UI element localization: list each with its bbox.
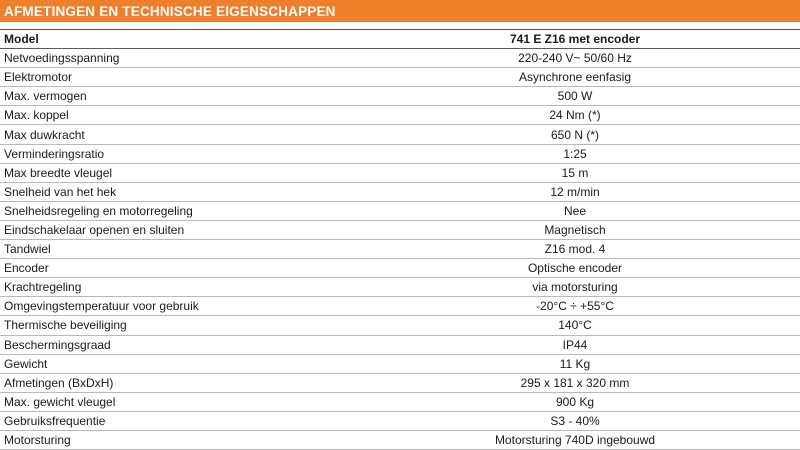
- spec-value: 24 Nm (*): [350, 106, 800, 125]
- spec-label: Snelheid van het hek: [0, 182, 350, 201]
- table-row: [0, 201, 800, 220]
- spec-label: Beschermingsgraad: [0, 335, 350, 354]
- spec-value: Motorsturing 740D ingebouwd: [350, 430, 800, 449]
- spec-value: via motorsturing: [350, 278, 800, 297]
- table-row: [0, 182, 800, 201]
- table-row: [0, 144, 800, 163]
- spec-label: Gewicht: [0, 354, 350, 373]
- spec-value: Asynchrone eenfasig: [350, 68, 800, 87]
- spec-value: 11 Kg: [350, 354, 800, 373]
- spec-label: Afmetingen (BxDxH): [0, 373, 350, 392]
- table-row: [0, 335, 800, 354]
- specs-table-body: [0, 49, 800, 450]
- spec-value: S3 - 40%: [350, 411, 800, 430]
- table-row: [0, 87, 800, 106]
- spec-label: Eindschakelaar openen en sluiten: [0, 220, 350, 239]
- specs-table: [0, 29, 800, 450]
- spec-label: Omgevingstemperatuur voor gebruik: [0, 297, 350, 316]
- spec-label: Max. vermogen: [0, 87, 350, 106]
- spec-value: 295 x 181 x 320 mm: [350, 373, 800, 392]
- section-banner: [0, 0, 800, 22]
- table-row: [0, 354, 800, 373]
- spec-label: Max duwkracht: [0, 125, 350, 144]
- spec-value: 1:25: [350, 144, 800, 163]
- table-row: [0, 106, 800, 125]
- spec-value: 900 Kg: [350, 392, 800, 411]
- header-label: Model: [0, 30, 350, 49]
- spec-value: Optische encoder: [350, 259, 800, 278]
- spec-label: Verminderingsratio: [0, 144, 350, 163]
- spec-label: Motorsturing: [0, 430, 350, 449]
- table-row: [0, 125, 800, 144]
- spec-label: Max. koppel: [0, 106, 350, 125]
- table-row: [0, 297, 800, 316]
- spec-value: Magnetisch: [350, 220, 800, 239]
- spec-value: 500 W: [350, 87, 800, 106]
- spec-label: Netvoedingsspanning: [0, 49, 350, 68]
- spec-value: -20°C ÷ +55°C: [350, 297, 800, 316]
- spec-label: Gebruiksfrequentie: [0, 411, 350, 430]
- table-row: [0, 220, 800, 239]
- spec-value: 15 m: [350, 163, 800, 182]
- spec-label: Elektromotor: [0, 68, 350, 87]
- table-row: [0, 392, 800, 411]
- header-value: 741 E Z16 met encoder: [350, 30, 800, 49]
- spec-label: Max breedte vleugel: [0, 163, 350, 182]
- table-row: [0, 373, 800, 392]
- spec-value: IP44: [350, 335, 800, 354]
- spec-value: 220-240 V~ 50/60 Hz: [350, 49, 800, 68]
- spec-value: 650 N (*): [350, 125, 800, 144]
- spec-value: Z16 mod. 4: [350, 240, 800, 259]
- spec-label: Snelheidsregeling en motorregeling: [0, 201, 350, 220]
- table-header-row: [0, 30, 800, 49]
- spec-label: Encoder: [0, 259, 350, 278]
- spec-value: 140°C: [350, 316, 800, 335]
- table-row: [0, 430, 800, 449]
- table-row: [0, 259, 800, 278]
- section-title: AFMETINGEN EN TECHNISCHE EIGENSCHAPPEN: [4, 3, 336, 19]
- spec-label: Thermische beveiliging: [0, 316, 350, 335]
- table-row: [0, 240, 800, 259]
- table-row: [0, 49, 800, 68]
- spec-label: Krachtregeling: [0, 278, 350, 297]
- table-row: [0, 278, 800, 297]
- spec-value: Nee: [350, 201, 800, 220]
- table-row: [0, 68, 800, 87]
- spec-label: Tandwiel: [0, 240, 350, 259]
- table-row: [0, 316, 800, 335]
- spec-label: Max. gewicht vleugel: [0, 392, 350, 411]
- table-row: [0, 163, 800, 182]
- spec-value: 12 m/min: [350, 182, 800, 201]
